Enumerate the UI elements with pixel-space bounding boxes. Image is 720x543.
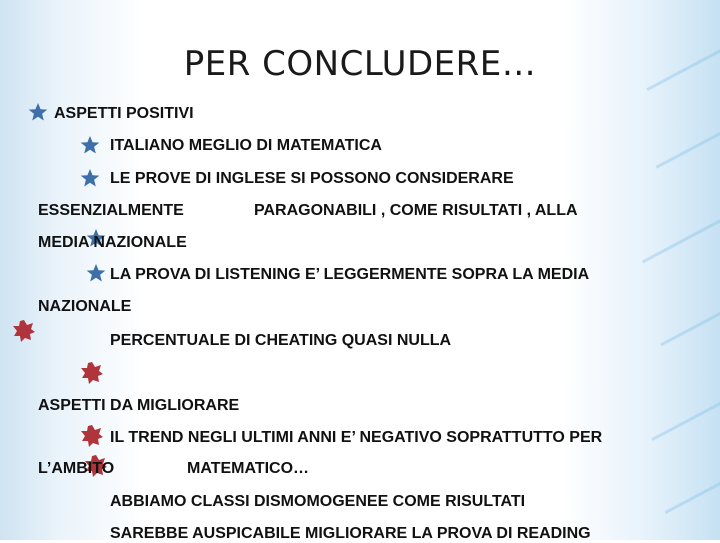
star-icon: [28, 102, 48, 122]
splat-icon: [80, 424, 104, 448]
bullet-text-continued: NAZIONALE: [38, 298, 132, 315]
bullet-text-continued: L’AMBITO: [38, 460, 115, 477]
star-icon: [80, 168, 100, 188]
bullet-text-continued: ESSENZIALMENTE: [38, 202, 184, 219]
bullet-text: PERCENTUALE DI CHEATING QUASI NULLA: [110, 332, 452, 349]
bullet-text: LA PROVA DI LISTENING E’ LEGGERMENTE SOPRA LA MEDIA: [110, 266, 590, 283]
section-heading-improve: ASPETTI DA MIGLIORARE: [38, 397, 240, 414]
bullet-text-continued: MEDIA NAZIONALE: [38, 234, 187, 251]
section-heading-positive: ASPETTI POSITIVI: [54, 105, 194, 122]
splat-icon: [12, 319, 36, 343]
bullet-text: SAREBBE AUSPICABILE MIGLIORARE LA PROVA DI READING: [110, 525, 591, 542]
bullet-text: ITALIANO MEGLIO DI MATEMATICA: [110, 137, 382, 154]
star-icon: [80, 135, 100, 155]
star-icon: [86, 263, 106, 283]
slide-title: PER CONCLUDERE…: [183, 44, 537, 84]
bullet-text: ABBIAMO CLASSI DISMOMOGENEE COME RISULTATI: [110, 493, 526, 510]
bullet-text-continued: MATEMATICO…: [187, 460, 310, 477]
splat-icon: [80, 361, 104, 385]
bullet-text: IL TREND NEGLI ULTIMI ANNI E’ NEGATIVO SOPRATTUTTO PER: [110, 429, 603, 446]
bullet-text: LE PROVE DI INGLESE SI POSSONO CONSIDERARE: [110, 170, 514, 187]
bullet-text-continued: PARAGONABILI , COME RISULTATI , ALLA: [254, 202, 578, 219]
